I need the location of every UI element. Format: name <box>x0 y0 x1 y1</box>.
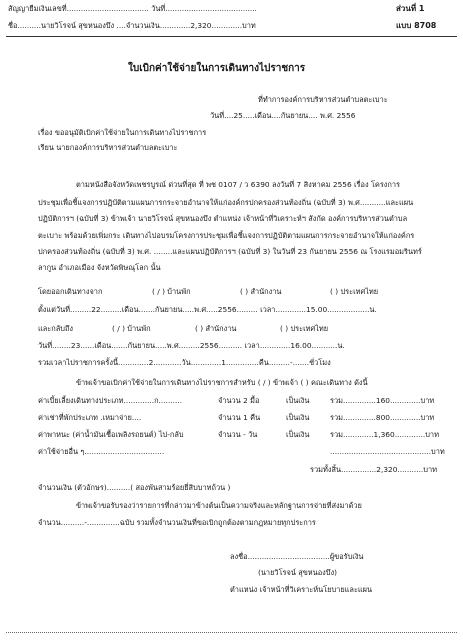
return-option-home: ( / ) บ้านพัก <box>112 324 151 333</box>
expense-label: ค่าใช้จ่ายอื่น ๆ.................................. <box>38 447 165 456</box>
expense-detail: จำนวน - วัน <box>218 430 258 439</box>
office-address: ที่ทำการองค์การบริหารส่วนตำบลตะเบาะ <box>258 95 388 104</box>
expense-label: ค่าพาหนะ (ค่าน้ำมันเชื้อเพลิงรถยนต์) ไป-กลับ <box>38 430 184 439</box>
return-date-line: วันที่........23......เดือน.......กันยายน.....พ.ศ.........2556.......... เวลา.............16.00...........น. <box>38 341 345 350</box>
expense-total: รวม..............800.............บาท <box>330 413 435 422</box>
borrower-line: ชื่อ..........นายวิโรจน์ สุขหนองบึง ....จำนวนเงิน.............2,320.............บาท <box>8 21 256 30</box>
body-line-2: ประชุมเพื่อชี้แจงการปฏิบัติตามแผนการกระจายอำนาจให้แก่องค์กรปกครองส่วนท้องถิ่น (ฉบับที่ 3) พ.ศ...........และแผน <box>38 198 414 207</box>
expense-total: รวม..............160.............บาท <box>330 396 435 405</box>
expense-label: ค่าเช่าที่พักประเภท .เหมาจ่าย.... <box>38 413 142 422</box>
signature-line: ลงชื่อ...................................ผู้ขอรับเงิน <box>230 552 364 561</box>
expense-unit: เป็นเงิน <box>286 430 310 439</box>
expense-unit: เป็นเงิน <box>286 413 310 422</box>
signer-name: (นายวิโรจน์ สุขหนองบึง) <box>258 568 337 577</box>
grand-total: รวมทั้งสิ้น...............2,320...........บาท <box>310 465 437 474</box>
certification-line-1: ข้าพเจ้าขอรับรองว่ารายการที่กล่าวมาข้างต้นเป็นความจริงและหลักฐานการจ่ายที่ส่งมาด้วย <box>76 501 362 510</box>
return-label: และกลับถึง <box>38 324 74 333</box>
contract-number-line: สัญญายืมเงินเลขที่................................... วันที่....................................... <box>8 4 257 13</box>
return-option-office: ( ) สำนักงาน <box>195 324 237 333</box>
body-line-4: ตะเบาะ พร้อมด้วยเพิ่มกระ เดินทางไปอบรมโครงการประชุมเพื่อชี้แจงการปฏิบัติตามแผนการกระจายอำนาจให้แก่องค์กร <box>38 231 415 240</box>
expense-label: ค่าเบี้ยเลี้ยงเดินทางประเภท.............ก.......... <box>38 396 183 405</box>
amount-in-words: จำนวนเงิน (ตัวอักษร)..........( สองพันสามร้อยยี่สิบบาทถ้วน ) <box>38 483 231 492</box>
recipient-line: เรียน นายกองค์การบริหารส่วนตำบลตะเบาะ <box>38 143 178 152</box>
total-duration-line: รวมเวลาไปราชการครั้งนี้.............2............วัน.............1..............คืน.........-.......ชั่วโมง <box>38 358 331 367</box>
body-line-6: ลากูน อำเภอเมือง จังหวัดพิษณุโลก นั้น <box>38 263 161 272</box>
expense-detail: จำนวน 1 คืน <box>218 413 261 422</box>
departure-option-home: ( / ) บ้านพัก <box>152 287 191 296</box>
certification-line-2: จำนวน..........-..............ฉบับ รวมทั้งจำนวนเงินที่ขอเบิกถูกต้องตามกฎหมายทุกประการ <box>38 518 316 527</box>
footer-divider <box>6 632 457 633</box>
header-divider <box>6 36 457 37</box>
page-title: ใบเบิกค่าใช้จ่ายในการเดินทางไปราชการ <box>128 63 306 74</box>
claim-intro: ข้าพเจ้าขอเบิกค่าใช้จ่ายในการเดินทางไปราชการสำหรับ ( / ) ข้าพเจ้า ( ) คณะเดินทาง ดังนี้ <box>76 378 368 387</box>
expense-total: รวม.............1,360.............บาท <box>330 430 439 439</box>
departure-option-office: ( ) สำนักงาน <box>240 287 282 296</box>
subject-line: เรื่อง ขออนุมัติเบิกค่าใช้จ่ายในการเดินทางไปราชการ <box>38 128 207 137</box>
part-label: ส่วนที่ 1 <box>396 4 425 13</box>
body-line-1: ตามหนังสือจังหวัดเพชรบูรณ์ ด่วนที่สุด ที่ พช 0107 / ว 6390 ลงวันที่ 7 สิงหาคม 2556 เรื่อง โครงการ <box>76 180 401 189</box>
expense-total: ...........................................บาท <box>330 447 445 456</box>
departure-option-country: ( ) ประเทศไทย <box>330 287 379 296</box>
form-code: แบบ 8708 <box>396 21 437 30</box>
document-date: วันที่....25.....เดือน....กันยายน.... พ.ศ. 2556 <box>210 111 356 120</box>
departure-label: โดยออกเดินทางจาก <box>38 287 103 296</box>
body-line-5: ปกครองส่วนท้องถิ่น (ฉบับที่ 3) พ.ศ. ........และแผนปฏิบัติการฯ (ฉบับที่ 3) ในวันที่ 23 กันยายน 2556 ณ โรงแรมอมรินทร์ <box>38 247 422 256</box>
departure-date-line: ตั้งแต่วันที่.........22.........เดือน.......กันยายน.....พ.ศ.....2556......... เวลา.............15.00..................น. <box>38 305 377 314</box>
expense-detail: จำนวน 2 มื้อ <box>218 396 260 405</box>
return-option-country: ( ) ประเทศไทย <box>280 324 329 333</box>
signer-position: ตำแหน่ง เจ้าหน้าที่วิเคราะห์นโยบายและแผน <box>230 585 373 594</box>
expense-unit: เป็นเงิน <box>286 396 310 405</box>
body-line-3: ปฏิบัติการฯ (ฉบับที่ 3) ข้าพเจ้า นายวิโรจน์ สุขหนองบึง ตำแหน่ง เจ้าหน้าที่วิเคราะห์ฯ สังกัด องค์การบริหารส่วนตำบล <box>38 214 408 223</box>
